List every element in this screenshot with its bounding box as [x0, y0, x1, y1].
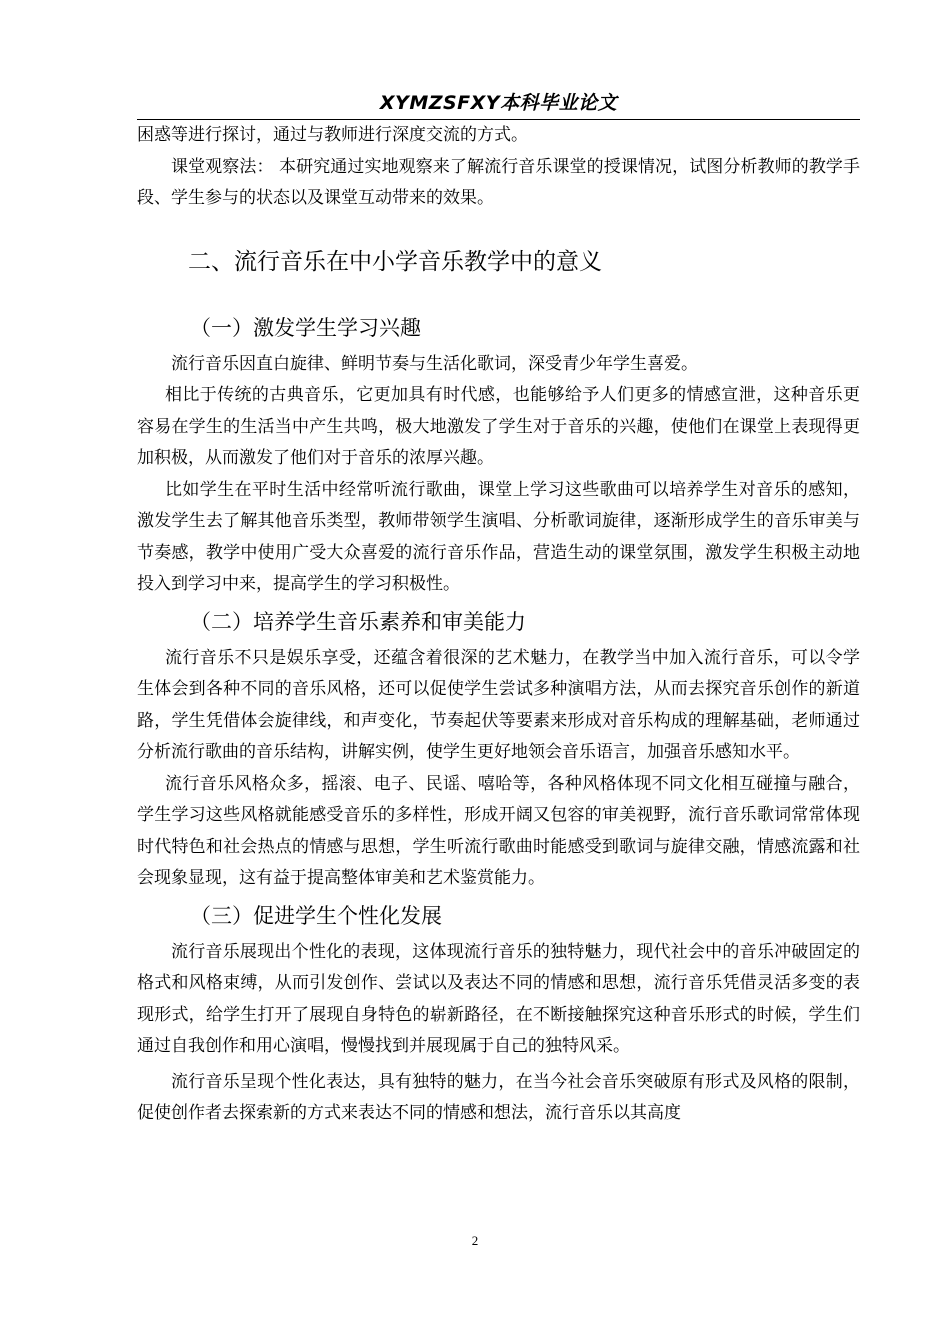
paragraph: 课堂观察法： 本研究通过实地观察来了解流行音乐课堂的授课情况，试图分析教师的教学手段、学生参与的状态以及课堂互动带来的效果。 — [137, 156, 860, 208]
paragraph: 流行音乐展现出个性化的表现，这体现流行音乐的独特魅力，现代社会中的音乐冲破固定的格式和风格束缚，从而引发创作、尝试以及表达不同的情感和思想，流行音乐凭借灵活多变的表现形式，给学生打开了展现自身特色的崭新路径，在不断接触探究这种音乐形式的时候，学生们通过自我创作和用心演唱，慢慢找到并展现属于自己的独特风采。 — [137, 941, 860, 1056]
running-header: XYMZSFXY本科毕业论文 — [379, 92, 618, 114]
subsection-heading: （二）培养学生音乐素养和审美能力 — [190, 609, 526, 634]
paragraph: 困惑等进行探讨，通过与教师进行深度交流的方式。 — [137, 125, 528, 145]
body-text — [137, 120, 860, 1130]
paragraph: 流行音乐风格众多，摇滚、电子、民谣、嘻哈等，各种风格体现不同文化相互碰撞与融合，学生学习这些风格就能感受音乐的多样性，形成开阔又包容的审美视野，流行音乐歌词常常体现时代特色和社会热点的情感与思想，学生听流行歌曲时能感受到歌词与旋律交融，情感流露和社会现象显现，这有益于提高整体审美和艺术鉴赏能力。 — [137, 773, 860, 888]
section-heading: 二、流行音乐在中小学音乐教学中的意义 — [188, 248, 602, 275]
paragraph: 相比于传统的古典音乐，它更加具有时代感，也能够给予人们更多的情感宣泄，这种音乐更容易在学生的生活当中产生共鸣，极大地激发了学生对于音乐的兴趣，使他们在课堂上表现得更加积极，从而激发了他们对于音乐的浓厚兴趣。 — [137, 385, 860, 468]
paragraph: 比如学生在平时生活中经常听流行歌曲，课堂上学习这些歌曲可以培养学生对音乐的感知，激发学生去了解其他音乐类型，教师带领学生演唱、分析歌词旋律，逐渐形成学生的音乐审美与节奏感，教学中使用广受大众喜爱的流行音乐作品，营造生动的课堂氛围，激发学生积极主动地投入到学习中来，提高学生的学习积极性。 — [137, 479, 860, 594]
page-number: 2 — [471, 1233, 479, 1248]
subsection-heading: （一）激发学生学习兴趣 — [190, 315, 421, 340]
subsection-heading: （三）促进学生个性化发展 — [190, 903, 442, 928]
paragraph: 流行音乐因直白旋律、鲜明节奏与生活化歌词，深受青少年学生喜爱。 — [171, 353, 698, 374]
paragraph: 流行音乐不只是娱乐享受，还蕴含着很深的艺术魅力，在教学当中加入流行音乐，可以令学生体会到各种不同的音乐风格，还可以促使学生尝试多种演唱方法，从而去探究音乐创作的新道路，学生凭借体会旋律线，和声变化，节奏起伏等要素来形成对音乐构成的理解基础，老师通过分析流行歌曲的音乐结构，讲解实例，使学生更好地领会音乐语言，加强音乐感知水平。 — [137, 647, 860, 762]
paragraph: 流行音乐呈现个性化表达，具有独特的魅力，在当今社会音乐突破原有形式及风格的限制，促使创作者去探索新的方式来表达不同的情感和想法，流行音乐以其高度 — [137, 1071, 860, 1123]
